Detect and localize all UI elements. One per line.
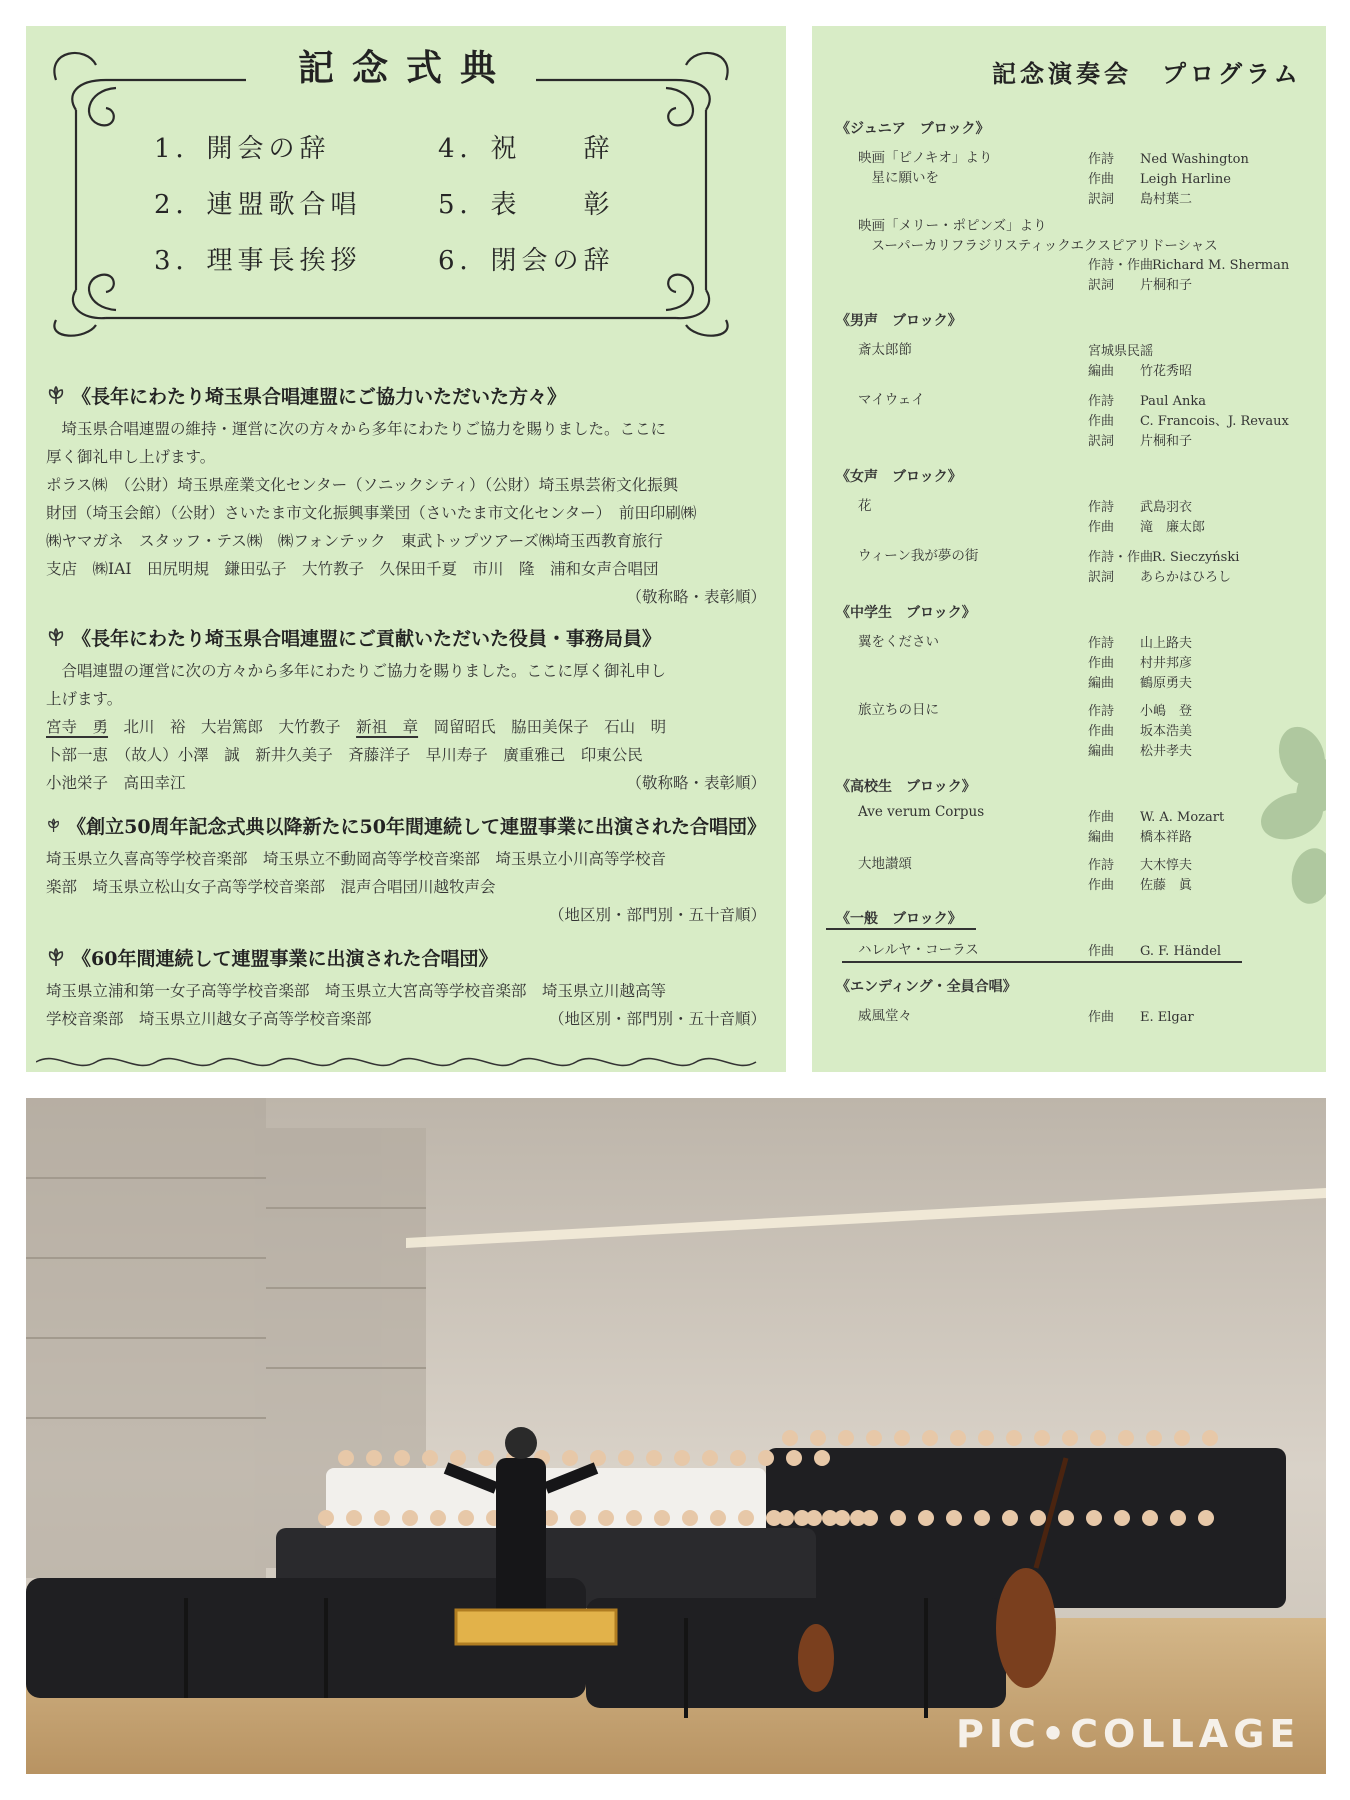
- singer-face: [810, 1430, 826, 1446]
- singer-face: [758, 1450, 774, 1466]
- credit: 編曲 鶴原勇夫: [1088, 676, 1193, 691]
- credit: 作曲 W. A. Mozart: [1088, 810, 1225, 825]
- credit: 作曲 佐藤 眞: [1088, 878, 1193, 893]
- singer-face: [338, 1450, 354, 1466]
- credit: 作曲 E. Elgar: [1088, 1010, 1194, 1025]
- underline-mark: [826, 928, 976, 930]
- singer-face: [806, 1510, 822, 1526]
- singer-face: [1030, 1510, 1046, 1526]
- singer-face: [946, 1510, 962, 1526]
- song-title: 旅立ちの日に: [858, 702, 939, 718]
- ceremony-item-closing: 6．閉会の辞: [438, 246, 615, 276]
- singer-face: [1174, 1430, 1190, 1446]
- singer-face: [1006, 1430, 1022, 1446]
- block-label: 《一般 ブロック》: [836, 911, 962, 927]
- body-line: ㈱ヤマガネ スタッフ・テス㈱ ㈱フォンテック 東武トップツアーズ㈱埼玉西教育旅行: [46, 532, 663, 550]
- singer-face: [894, 1430, 910, 1446]
- section-heading: 《長年にわたり埼玉県合唱連盟にご貢献いただいた役員・事務局員》: [72, 628, 662, 650]
- song-title: Ave verum Corpus: [858, 804, 985, 820]
- body-line: 埼玉県立浦和第一女子高等学校音楽部 埼玉県立大宮高等学校音楽部 埼玉県立川越高等: [46, 982, 667, 1000]
- singer-face: [710, 1510, 726, 1526]
- credit: 作曲 滝 廉太郎: [1088, 520, 1206, 535]
- underline-mark: [842, 961, 1242, 963]
- singer-face: [778, 1510, 794, 1526]
- body-line: 楽部 埼玉県立松山女子高等学校音楽部 混声合唱団川越牧声会: [46, 878, 496, 896]
- leaf-icon: [46, 816, 61, 836]
- ceremony-item-greeting: 3．理事長挨拶: [154, 246, 362, 276]
- block-label: 《ジュニア ブロック》: [836, 121, 990, 137]
- singer-face: [1198, 1510, 1214, 1526]
- credit: 宮城県民謡: [1088, 344, 1154, 359]
- ceremony-item-awards: 5．表 彰: [438, 190, 615, 220]
- credit: 作曲 村井邦彦: [1088, 656, 1193, 671]
- singer-face: [1086, 1510, 1102, 1526]
- song-title: マイウェイ: [858, 392, 925, 408]
- name-list: 岡留昭氏 脇田美保子 石山 明: [433, 718, 667, 736]
- body-line: ポラス㈱ （公財）埼玉県産業文化センター（ソニックシティ）（公財）埼玉県芸術文化振興: [46, 476, 679, 494]
- credit: 訳詞 あらかはひろし: [1088, 570, 1232, 585]
- song-title: ウィーン我が夢の街: [858, 548, 979, 564]
- name-line: [46, 769, 766, 797]
- singer-face: [1202, 1430, 1218, 1446]
- block-label: 《中学生 ブロック》: [836, 605, 976, 621]
- singer-face: [1062, 1430, 1078, 1446]
- singer-face: [1146, 1430, 1162, 1446]
- song-title: 翼をください: [858, 634, 939, 650]
- leaf-icon: [46, 948, 66, 968]
- singer-face: [674, 1450, 690, 1466]
- name-list: 小池栄子 高田幸江: [46, 774, 186, 792]
- section-supporters: [46, 382, 766, 611]
- singer-face: [478, 1450, 494, 1466]
- program-title-b: プログラム: [1162, 59, 1302, 88]
- singer-face: [562, 1450, 578, 1466]
- order-note: （地区別・部門別・五十音順）: [548, 906, 766, 924]
- singer-face: [834, 1510, 850, 1526]
- singer-face: [1090, 1430, 1106, 1446]
- credit: 作曲 C. Francois、J. Revaux: [1088, 414, 1289, 429]
- singer-face: [626, 1510, 642, 1526]
- credit: 訳詞 島村葉二: [1088, 192, 1193, 207]
- singer-face: [430, 1510, 446, 1526]
- singer-face: [1114, 1510, 1130, 1526]
- underlined-name: 新祖 章: [356, 718, 419, 736]
- order-note: （地区別・部門別・五十音順）: [548, 1010, 766, 1028]
- song-title: 星に願いを: [858, 170, 939, 186]
- section-heading: 《創立50周年記念式典以降新たに50年間連続して連盟事業に出演された合唱団》: [67, 816, 766, 838]
- singer-face: [374, 1510, 390, 1526]
- song-title: 花: [858, 498, 872, 514]
- song-title: スーパーカリフラジリスティックエクスピアリドーシャス: [858, 238, 1218, 254]
- body-line: 上げます。: [46, 690, 123, 708]
- watermark: PIC•COLLAGE: [956, 1712, 1301, 1756]
- singer-face: [646, 1450, 662, 1466]
- singer-face: [1170, 1510, 1186, 1526]
- block-label: 《女声 ブロック》: [836, 469, 962, 485]
- singer-face: [318, 1510, 334, 1526]
- singer-face: [730, 1450, 746, 1466]
- credit: 作詩 山上路夫: [1088, 636, 1193, 651]
- singer-face: [450, 1450, 466, 1466]
- ceremony-item-congrats: 4．祝 辞: [438, 134, 615, 164]
- block-label: 《エンディング・全員合唱》: [836, 979, 1017, 995]
- credit: 編曲 竹花秀昭: [1088, 364, 1193, 379]
- song-title: 映画「ピノキオ」より: [858, 150, 993, 166]
- singer-face: [618, 1450, 634, 1466]
- singer-face: [782, 1430, 798, 1446]
- credit: 作詩 武島羽衣: [1088, 500, 1193, 515]
- block-label: 《男声 ブロック》: [836, 313, 962, 329]
- singer-face: [890, 1510, 906, 1526]
- song-title: 威風堂々: [858, 1008, 912, 1024]
- cello: [798, 1624, 834, 1692]
- credit: 訳詞 片桐和子: [1088, 434, 1193, 449]
- ceremony-panel: [26, 26, 786, 1072]
- singer-face: [862, 1510, 878, 1526]
- singer-face: [866, 1430, 882, 1446]
- name-list: 北川 裕 大岩篤郎 大竹教子: [123, 718, 341, 736]
- body-text: 学校音楽部 埼玉県立川越女子高等学校音楽部: [46, 1010, 372, 1028]
- concert-photo: [26, 1098, 1326, 1774]
- singer-face: [814, 1450, 830, 1466]
- singer-face: [918, 1510, 934, 1526]
- singer-face: [1034, 1430, 1050, 1446]
- order-note: （敬称略・表彰順）: [626, 588, 766, 606]
- body-line: 支店 ㈱IAI 田尻明規 鎌田弘子 大竹教子 久保田千夏 市川 隆 浦和女声合唱団: [46, 560, 659, 578]
- singer-face: [422, 1450, 438, 1466]
- credit: 作詩・作曲R. Sieczyński: [1088, 550, 1240, 565]
- name-line: [46, 713, 766, 741]
- name-line: 卜部一恵 （故人）小澤 誠 新井久美子 斉藤洋子 早川寿子 廣重雅己 印東公民: [46, 746, 643, 764]
- order-note: （敬称略・表彰順）: [626, 774, 766, 792]
- ceremony-title: 記念式典: [297, 47, 514, 89]
- section-officers: [46, 624, 766, 797]
- body-line: 埼玉県立久喜高等学校音楽部 埼玉県立不動岡高等学校音楽部 埼玉県立小川高等学校音: [46, 850, 667, 868]
- section-50-years: [46, 812, 766, 929]
- singer-face: [458, 1510, 474, 1526]
- program-title: [992, 54, 1302, 89]
- flower-decoration: [1232, 716, 1326, 916]
- section-heading: 《長年にわたり埼玉県合唱連盟にご協力いただいた方々》: [72, 386, 567, 408]
- body-line: [46, 1005, 766, 1033]
- concert-scene: [26, 1098, 1326, 1774]
- singer-face: [838, 1430, 854, 1446]
- program-panel: [812, 26, 1326, 1072]
- leaf-icon: [46, 628, 66, 648]
- bottom-ornament: [36, 1050, 776, 1072]
- singer-face: [974, 1510, 990, 1526]
- singer-face: [1002, 1510, 1018, 1526]
- ceremony-item-anthem: 2．連盟歌合唱: [154, 190, 362, 220]
- singer-face: [978, 1430, 994, 1446]
- credit: 作詩 大木惇夫: [1088, 858, 1193, 873]
- credit: 作詩 小嶋 登: [1088, 704, 1193, 719]
- singer-face: [1118, 1430, 1134, 1446]
- singer-face: [682, 1510, 698, 1526]
- singer-face: [394, 1450, 410, 1466]
- singer-face: [402, 1510, 418, 1526]
- singer-face: [346, 1510, 362, 1526]
- credit: 作詩・作曲Richard M. Sherman: [1088, 258, 1290, 273]
- singer-face: [598, 1510, 614, 1526]
- singer-face: [950, 1430, 966, 1446]
- singer-face: [922, 1430, 938, 1446]
- section-60-years: [46, 944, 766, 1033]
- singer-face: [702, 1450, 718, 1466]
- program-title-a: 記念演奏会: [992, 59, 1132, 88]
- ceremony-item-opening: 1．開会の辞: [154, 134, 331, 164]
- singer-face: [1142, 1510, 1158, 1526]
- song-title: 映画「メリー・ポピンズ」より: [858, 218, 1047, 234]
- block-label: 《高校生 ブロック》: [836, 779, 976, 795]
- credit: 作曲 G. F. Händel: [1088, 944, 1222, 959]
- body-line: 合唱連盟の運営に次の方々から多年にわたりご協力を賜りました。ここに厚く御礼申し: [61, 662, 667, 680]
- credit: 作曲 Leigh Harline: [1088, 172, 1231, 187]
- credit: 作詩 Paul Anka: [1088, 394, 1206, 409]
- song-title: 大地讃頌: [858, 856, 912, 872]
- credit: 編曲 橋本祥路: [1088, 830, 1193, 845]
- singer-face: [570, 1510, 586, 1526]
- credit: 編曲 松井孝夫: [1088, 744, 1193, 759]
- credit: 作曲 坂本浩美: [1088, 724, 1193, 739]
- conductor-podium: [456, 1610, 616, 1644]
- singer-face: [786, 1450, 802, 1466]
- section-heading: 《60年間連続して連盟事業に出演された合唱団》: [72, 948, 498, 970]
- body-line: 埼玉県合唱連盟の維持・運営に次の方々から多年にわたりご協力を賜りました。ここに: [61, 420, 667, 438]
- song-title: 斎太郎節: [858, 342, 912, 358]
- credit: 訳詞 片桐和子: [1088, 278, 1193, 293]
- underlined-name: 宮寺 勇: [46, 718, 109, 736]
- body-line: 財団（埼玉会館）（公財）さいたま市文化振興事業団（さいたま市文化センター） 前田印刷㈱: [46, 504, 697, 522]
- singer-face: [366, 1450, 382, 1466]
- song-title: ハレルヤ・コーラス: [858, 942, 979, 958]
- singer-face: [654, 1510, 670, 1526]
- body-line: 厚く御礼申し上げます。: [46, 448, 216, 466]
- leaf-icon: [46, 386, 66, 406]
- credit: 作詩 Ned Washington: [1088, 152, 1249, 167]
- singer-face: [738, 1510, 754, 1526]
- singer-face: [1058, 1510, 1074, 1526]
